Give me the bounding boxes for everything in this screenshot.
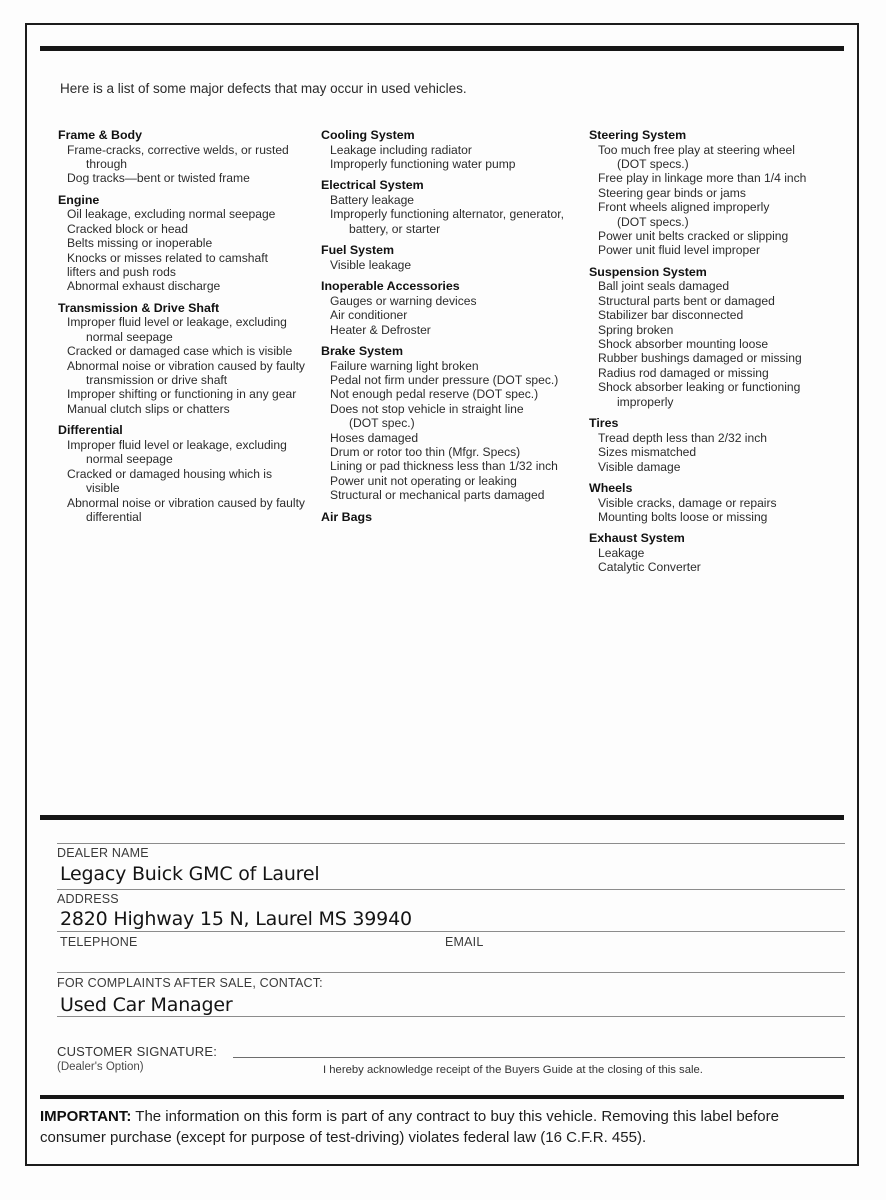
defect-line: normal seepage [86,452,173,467]
defect-section [321,243,567,272]
defect-line: Knocks or misses related to camshaft [67,250,268,265]
defect-line: (DOT specs.) [617,214,689,229]
defect-line: Free play in linkage more than 1/4 inch [598,171,807,186]
address-label: ADDRESS [57,892,119,906]
defect-section [321,344,567,503]
important-notice [40,1106,842,1148]
defect-section [58,128,312,186]
defects-column-3 [589,128,847,582]
defect-section-title: Steering System [589,128,687,142]
footer-rule [40,1095,844,1099]
defect-section-title: Engine [58,192,100,207]
defect-line: Spring broken [598,322,674,337]
defect-line: Tread depth less than 2/32 inch [598,430,767,445]
address-value: 2820 Highway 15 N, Laurel MS 39940 [60,908,412,930]
defect-line: Visible damage [598,459,681,474]
defect-line: Steering gear binds or jams [598,185,746,200]
defect-line: Improperly functioning alternator, generator, [330,207,564,222]
defect-line: Dog tracks—bent or twisted frame [67,171,250,186]
defect-section-title: Wheels [589,480,633,495]
defect-line: Improperly functioning water pump [330,157,516,171]
defect-line: Too much free play at steering wheel [598,142,795,157]
defect-section [58,423,312,524]
defect-section [321,178,567,236]
defects-column-1 [58,128,312,531]
defect-line: Does not stop vehicle in straight line [330,401,524,416]
defect-section-title: Differential [58,423,123,438]
defect-line: normal seepage [86,329,173,344]
defect-line: Manual clutch slips or chatters [67,401,230,416]
defect-line: Power unit fluid level improper [598,243,760,258]
defect-line: Improper shifting or functioning in any gear [67,387,297,402]
defect-section-title: Tires [589,416,619,431]
defect-section [321,510,567,525]
defect-line: Air conditioner [330,308,408,323]
address-bottom-line [57,931,845,932]
defect-line: Visible leakage [330,257,412,272]
defect-line: Structural parts bent or damaged [598,293,775,308]
intro-text: Here is a list of some major defects that may occur in used vehicles. [60,81,467,96]
defect-line: Radius rod damaged or missing [598,365,769,380]
defect-line: Stabilizer bar disconnected [598,308,744,323]
defect-line: transmission or drive shaft [86,373,228,388]
defect-section [321,279,567,337]
defect-line: Improper fluid level or leakage, excluding [67,437,287,452]
defect-line: Cracked or damaged case which is visible [67,344,293,359]
defect-line: Oil leakage, excluding normal seepage [67,207,276,222]
defect-line: Mounting bolts loose or missing [598,509,768,524]
complaints-top-line [57,972,845,973]
defect-section [589,531,847,574]
defect-section [589,265,847,409]
top-divider-rule [40,46,844,51]
defect-line: Shock absorber mounting loose [598,337,769,352]
defect-line: Not enough pedal reserve (DOT spec.) [330,387,539,402]
defect-section [321,128,567,171]
defect-line: Improper fluid level or leakage, excluding [67,315,287,330]
defect-line: Heater & Defroster [330,322,431,337]
defect-section-title: Transmission & Drive Shaft [58,300,220,315]
defect-line: differential [86,509,142,524]
important-text: The information on this form is part of any contract to buy this vehicle. Removing this label before consumer purchase (except for purpose of test-driving) violates federal law (16 C.F.R. 455). [40,1108,779,1146]
defect-section [589,481,847,524]
dealer-name-bottom-line [57,889,845,890]
defect-line: Power unit belts cracked or slipping [598,229,789,244]
defect-line: Abnormal noise or vibration caused by faulty [67,495,305,510]
defect-line: Cracked block or head [67,221,189,236]
defect-line: Cracked or damaged housing which is [67,466,273,481]
defect-line: Drum or rotor too thin (Mfgr. Specs) [330,445,521,460]
defect-line: Catalytic Converter [598,560,701,575]
defect-line: Leakage [598,545,645,560]
dealer-section-top-rule [40,815,844,820]
defect-line: (DOT spec.) [349,416,415,431]
email-label: EMAIL [445,935,484,949]
defect-line: (DOT specs.) [617,157,689,171]
defect-line: Visible cracks, damage or repairs [598,495,777,510]
defect-line: Sizes mismatched [598,445,697,460]
customer-signature-line [233,1057,845,1058]
defect-section-title: Frame & Body [58,128,142,142]
defect-line: Abnormal exhaust discharge [67,279,221,294]
defect-section-title: Suspension System [589,264,707,279]
defect-line: Front wheels aligned improperly [598,200,770,215]
defect-line: improperly [617,394,674,409]
defect-section-title: Brake System [321,344,403,359]
telephone-label: TELEPHONE [60,935,138,949]
customer-signature-row [57,1043,845,1061]
defect-section [58,301,312,416]
page-border-frame [25,23,859,1166]
complaints-bottom-line [57,1016,845,1017]
defect-section-title: Air Bags [321,509,372,524]
defect-line: Shock absorber leaking or functioning [598,380,801,395]
defect-line: Leakage including radiator [330,142,472,157]
defect-line: Failure warning light broken [330,358,479,373]
defect-line: lifters and push rods [67,265,176,280]
important-label: IMPORTANT: [40,1108,132,1125]
defect-line: Pedal not firm under pressure (DOT spec.) [330,373,559,388]
dealer-name-top-line [57,843,845,844]
defect-line: battery, or starter [349,221,441,236]
complaints-value: Used Car Manager [60,994,233,1016]
defect-section-title: Fuel System [321,243,394,258]
defect-line: Frame-cracks, corrective welds, or rusted [67,142,289,157]
defect-section-title: Exhaust System [589,531,685,546]
defect-line: Battery leakage [330,193,415,207]
defects-column-2 [321,128,567,531]
defect-line: Rubber bushings damaged or missing [598,351,802,366]
defect-section [589,128,847,258]
defect-line: visible [86,481,120,496]
defect-line: Abnormal noise or vibration caused by faulty [67,358,305,373]
dealer-name-label: DEALER NAME [57,846,149,860]
customer-signature-label: CUSTOMER SIGNATURE: [57,1044,218,1059]
defect-line: Lining or pad thickness less than 1/32 inch [330,459,558,474]
defect-line: through [86,157,128,171]
defect-section-title: Cooling System [321,128,415,142]
defect-section [58,193,312,294]
defect-line: Belts missing or inoperable [67,236,213,251]
dealers-option-note: (Dealer's Option) [57,1061,144,1073]
defect-section-title: Electrical System [321,178,424,193]
defect-line: Power unit not operating or leaking [330,473,517,488]
complaints-label: FOR COMPLAINTS AFTER SALE, CONTACT: [57,976,323,990]
defect-line: Structural or mechanical parts damaged [330,488,545,503]
defect-section-title: Inoperable Accessories [321,279,460,294]
dealer-name-value: Legacy Buick GMC of Laurel [60,863,320,885]
defect-line: Gauges or warning devices [330,293,477,308]
defect-line: Ball joint seals damaged [598,279,730,294]
defect-section [589,416,847,474]
acknowledgement-text: I hereby acknowledge receipt of the Buyers Guide at the closing of this sale. [323,1064,703,1076]
defect-line: Hoses damaged [330,430,419,445]
